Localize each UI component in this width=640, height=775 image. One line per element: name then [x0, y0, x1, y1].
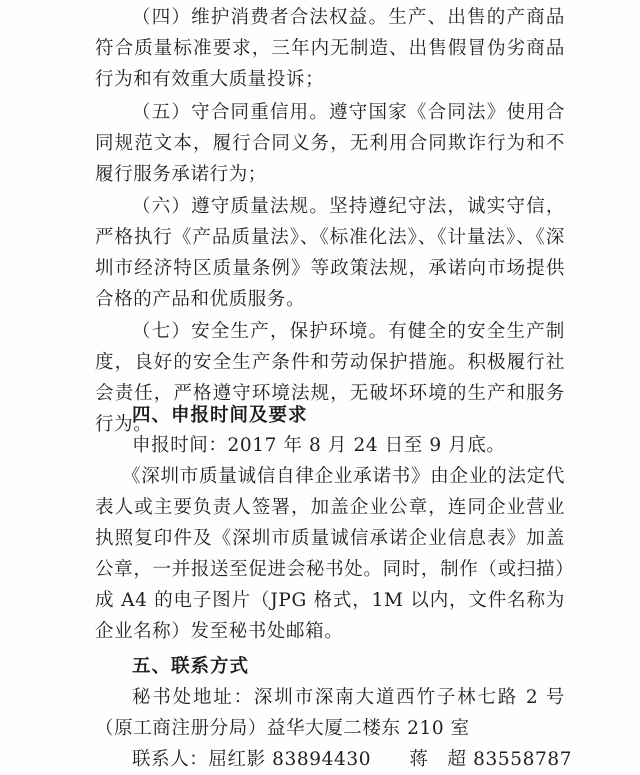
application-requirements: 《深圳市质量诚信自律企业承诺书》由企业的法定代表人或主要负责人签署，加盖企业公章，连同企业营业执照复印件及《深圳市质量诚信承诺企业信息表》加盖公章，一并报送至促进会秘书处。同时，制作（或扫描）成 A4 的电子图片（JPG 格式，1M 以内，文件名称为企业名称）发至秘书处邮箱。	[95, 466, 565, 642]
item-4-consumer-rights: （四）维护消费者合法权益。生产、出售的产商品符合质量标准要求，三年内无制造、出售假冒伪劣商品行为和有效重大质量投诉；	[95, 7, 565, 90]
item-6-quality-regulations: （六）遵守质量法规。坚持遵纪守法，诚实守信，严格执行《产品质量法》、《标准化法》、《计量法》、《深圳市经济特区质量条例》等政策法规，承诺向市场提供合格的产品和优质服务。	[95, 196, 565, 310]
secretariat-address: 秘书处地址：深圳市深南大道西竹子林七路 2 号（原工商注册分局）益华大厦二楼东 210 室	[95, 687, 565, 739]
contact-persons: 联系人：屈红影 83894430 蒋 超 83558787	[132, 749, 573, 770]
item-5-contract-credit: （五）守合同重信用。遵守国家《合同法》使用合同规范文本，履行合同义务，无利用合同欺诈行为和不履行服务承诺行为；	[95, 102, 565, 185]
section-4-heading: 四、申报时间及要求	[132, 405, 308, 426]
application-time: 申报时间：2017 年 8 月 24 日至 9 月底。	[132, 435, 506, 456]
section-5-heading: 五、联系方式	[132, 656, 250, 677]
item-7-safety-environment: （七）安全生产，保护环境。有健全的安全生产制度，良好的安全生产条件和劳动保护措施。积极履行社会责任，严格遵守环境法规，无破坏环境的生产和服务行为。	[95, 321, 565, 435]
